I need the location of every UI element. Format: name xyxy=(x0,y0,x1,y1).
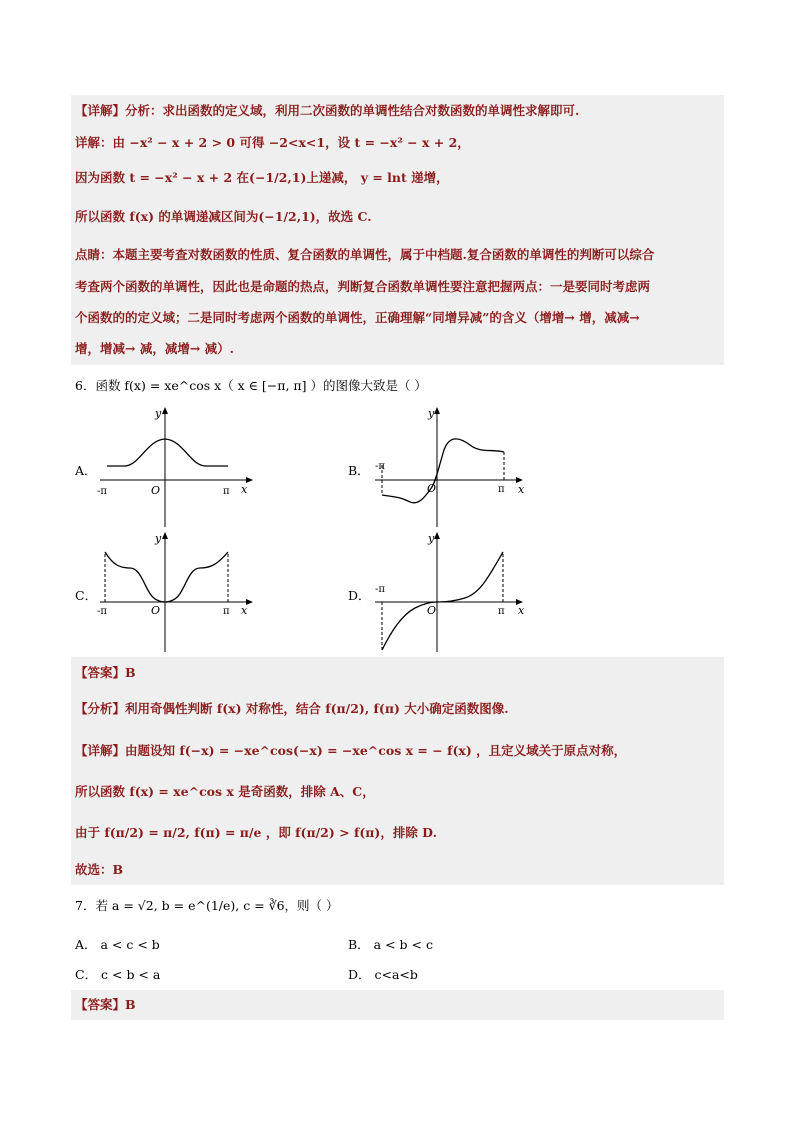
q6-analysis: 【分析】利用奇偶性判断 f(x) 对称性，结合 f(π/2), f(π) 大小确定函数图像. xyxy=(75,701,509,716)
q6-option-b-label: B． xyxy=(348,463,370,478)
q6-graph-c xyxy=(95,530,260,655)
q7-option-b: B． a < b < c xyxy=(348,937,433,952)
q6-option-c-label: C． xyxy=(75,588,98,603)
q5-solve-line: 详解：由 −x² − x + 2 > 0 可得 −2<x<1，设 t = −x² − x + 2， xyxy=(75,135,470,150)
q6-graph-d xyxy=(370,530,535,655)
q6-b-x-label: x xyxy=(518,483,525,496)
q5-remark-line-1: 点睛：本题主要考查对数函数的性质、复合函数的单调性，属于中档题.复合函数的单调性的判断可以综合 xyxy=(75,247,655,262)
q6-a-pi-label: π xyxy=(223,486,230,497)
q6-detail: 【详解】由题设知 f(−x) = −xe^cos(−x) = −xe^cos x = − f(x) ，且定义域关于原点对称， xyxy=(75,743,627,758)
q6-solution-block xyxy=(71,657,724,885)
q6-b-pi-label: π xyxy=(498,484,505,495)
q5-monotone-line: 因为函数 t = −x² − x + 2 在(−1/2,1)上递减， y = lnt 递增， xyxy=(75,170,449,185)
q6-odd-conclusion: 所以函数 f(x) = xe^cos x 是奇函数，排除 A、C， xyxy=(75,784,375,799)
q6-d-x-label: x xyxy=(518,604,525,617)
q6-option-d-label: D． xyxy=(348,588,371,603)
q6-d-neg-pi-label: -π xyxy=(375,584,385,595)
q6-a-y-label: y xyxy=(155,407,162,420)
q7-answer-block xyxy=(71,990,724,1020)
q5-remark-line-2: 考查两个函数的单调性，因此也是命题的热点，判断复合函数单调性要注意把握两点：一是要同时考虑两 xyxy=(75,279,651,294)
q6-a-x-label: x xyxy=(241,483,248,496)
q6-compare: 由于 f(π/2) = π/2, f(π) = π/e ，即 f(π/2) > f(π)，排除 D. xyxy=(75,825,437,840)
q7-stem: 7．若 a = √2, b = e^(1/e), c = ∛6，则（ ） xyxy=(75,898,339,913)
q6-d-pi-label: π xyxy=(498,606,505,617)
q6-a-origin-label: O xyxy=(151,484,161,497)
q5-solution-block xyxy=(71,95,724,365)
q6-graph-b xyxy=(370,405,535,530)
q5-remark-line-3: 个函数的的定义域；二是同时考虑两个函数的单调性，正确理解“同增异减”的含义（增增→ 增，减减→ xyxy=(75,310,640,325)
q6-option-a-label: A． xyxy=(75,463,97,478)
q5-conclusion-line: 所以函数 f(x) 的单调递减区间为(−1/2,1)，故选 C. xyxy=(75,209,372,224)
q6-a-neg-pi-label: -π xyxy=(97,486,107,497)
q6-c-y-label: y xyxy=(155,532,162,545)
q6-stem: 6．函数 f(x) = xe^cos x（ x ∈ [−π, π] ）的图像大致是（ ） xyxy=(75,378,427,393)
q6-c-pi-label: π xyxy=(223,606,230,617)
q6-b-origin-label: O xyxy=(427,482,437,495)
q7-option-d: D． c<a<b xyxy=(348,967,418,982)
q6-pick: 故选：B xyxy=(75,862,124,877)
q6-c-x-label: x xyxy=(241,604,248,617)
q7-answer: 【答案】B xyxy=(75,997,136,1012)
q5-remark-line-4: 增，增减→ 减，减增→ 减）. xyxy=(75,341,235,356)
q6-c-origin-label: O xyxy=(151,604,161,617)
q6-d-y-label: y xyxy=(428,532,435,545)
q6-graph-a xyxy=(95,405,260,530)
q6-c-neg-pi-label: -π xyxy=(97,606,107,617)
q7-option-a: A． a < c < b xyxy=(75,937,160,952)
q7-option-c: C． c < b < a xyxy=(75,967,161,982)
q6-b-y-label: y xyxy=(428,407,435,420)
q6-d-origin-label: O xyxy=(427,604,437,617)
q6-b-neg-pi-label: -π xyxy=(375,461,385,472)
q5-detail-line: 【详解】分析：求出函数的定义域，利用二次函数的单调性结合对数函数的单调性求解即可. xyxy=(75,103,580,118)
q6-answer: 【答案】B xyxy=(75,665,136,680)
